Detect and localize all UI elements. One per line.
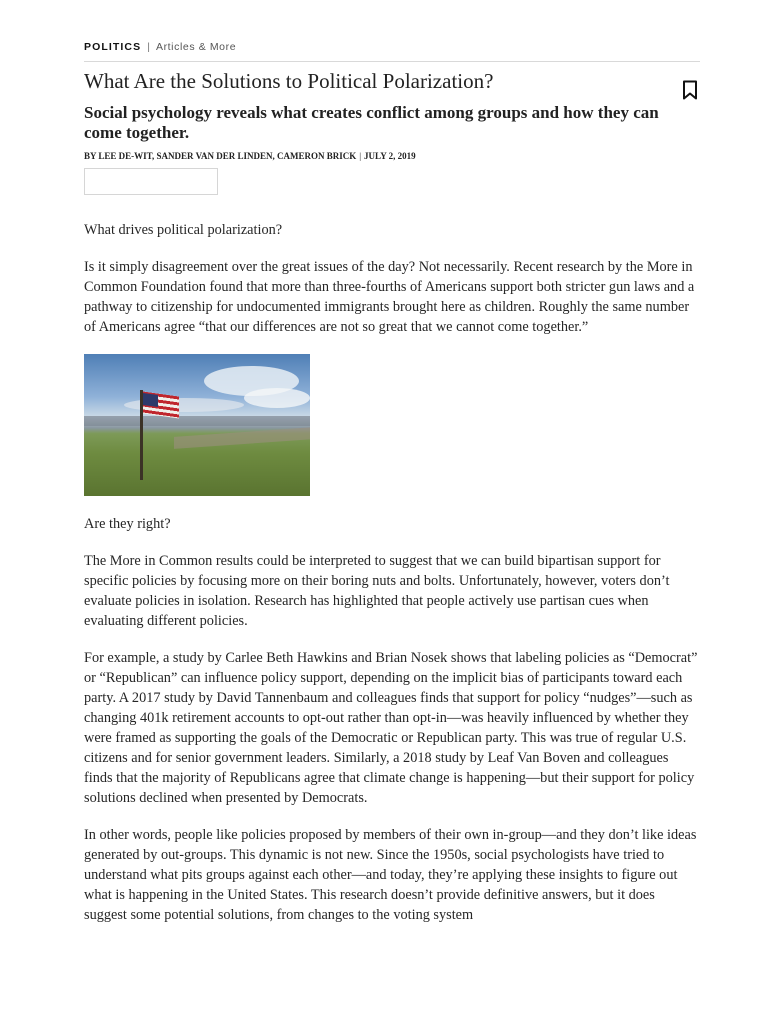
section-link-politics[interactable]: POLITICS [84,41,142,53]
photo-flag-canton [143,393,158,407]
byline-authors[interactable]: LEE DE-WIT, SANDER VAN DER LINDEN, CAMERON BRICK [98,151,357,161]
body-paragraph: What drives political polarization? [84,222,283,238]
article-title: What Are the Solutions to Political Polarization? [84,69,494,93]
photo-road [174,427,310,449]
body-paragraph: For example, a study by Carlee Beth Hawkins and Brian Nosek shows that labeling policies as “Democrat” or “Republican” can influence policy support, depending on the implicit bias of participants toward each party. A 2017 study by David Tannenbaum and colleagues finds that support for policy “nudges”—such as changing 401k retirement accounts to opt-out rather than opt-in—was heavily influenced by whether they were framed as supporting the goals of the Democratic or Republican party. This was true of regular U.S. citizens and for senior government leaders. Similarly, a 2018 study by Leaf Van Boven and colleagues finds that the majority of Republicans agree that climate change is happening—but their support for policy solutions declined when presented by Democrats. [84,650,698,806]
american-flag-photo [84,354,310,496]
photo-cloud [244,388,310,408]
byline [84,150,700,163]
share-widget[interactable] [84,168,218,195]
byline-separator: | [359,151,362,161]
section-header [84,40,700,54]
photo-mountains [84,416,310,426]
body-paragraph: The More in Common results could be interpreted to suggest that we can build bipartisan support for specific policies by focusing more on their boring nuts and bolts. Unfortunately, however, voters don’t evaluate policies in isolation. Research has highlighted that people actively use partisan cues when evaluating different policies. [84,553,670,629]
byline-prefix: BY [84,151,97,161]
header-divider [84,61,700,62]
section-separator: | [147,41,150,53]
section-link-articles[interactable]: Articles & More [155,41,237,53]
body-paragraph: In other words, people like policies proposed by members of their own in-group—and they don’t like ideas generated by out-groups. This dynamic is not new. Since the 1950s, social psychologists have tried to understand what pits groups against each other—and today, they’re applying these insights to figure out what is happening in the United States. This research doesn’t provide definitive answers, but it does suggest some potential solutions, from changes to the voting system [84,827,697,923]
article-subtitle: Social psychology reveals what creates conflict among groups and how they can come together. [84,103,659,142]
body-paragraph: Is it simply disagreement over the great issues of the day? Not necessarily. Recent research by the More in Common Foundation found that more than three-fourths of Americans support both stricter gun laws and a pathway to citizenship for undocumented immigrants brought here as children. Roughly the same number of Americans agree “that our differences are not so great that we cannot come together.” [84,259,695,335]
article-body [84,220,700,942]
bookmark-icon[interactable] [682,80,698,100]
body-paragraph: Are they right? [84,516,171,532]
byline-date: JULY 2, 2019 [364,151,416,161]
